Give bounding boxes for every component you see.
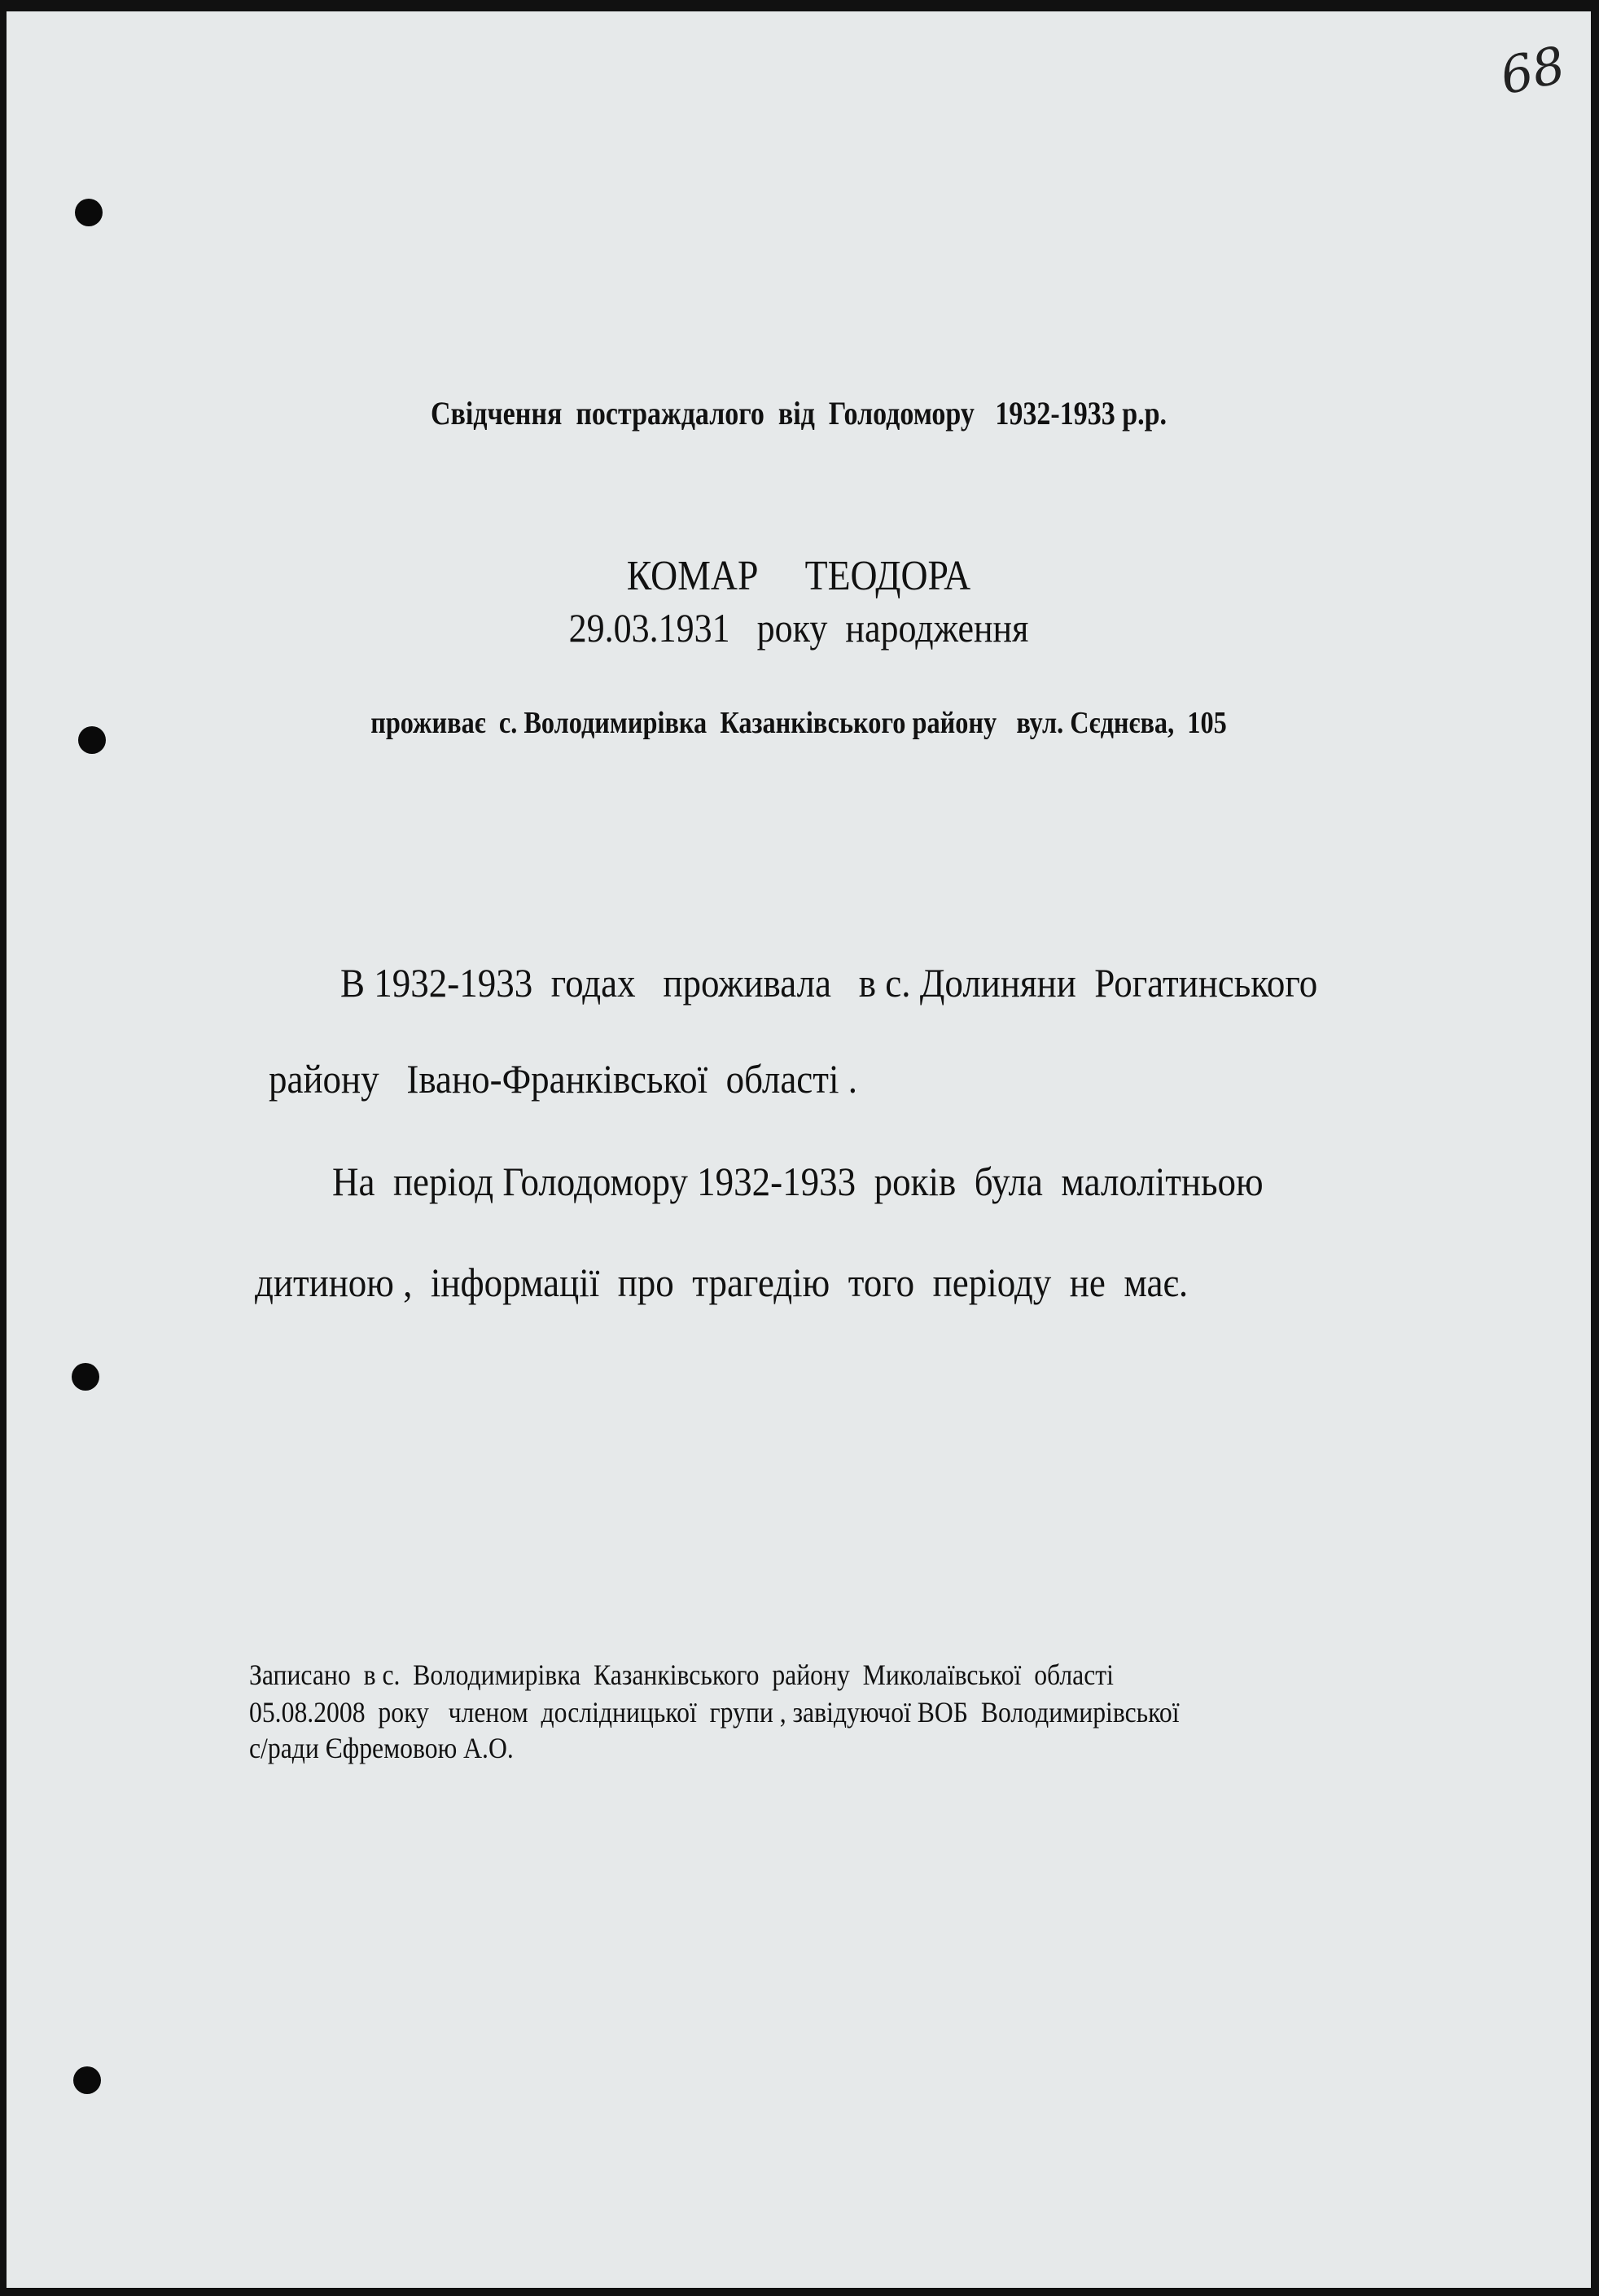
- address: проживає с. Володимирівка Казанківського району вул. Сєднєва, 105: [370, 706, 1227, 740]
- footer-line: с/ради Єфремовою А.О.: [249, 1732, 514, 1764]
- handwritten-page-number: 68: [1495, 34, 1571, 107]
- body-line: В 1932-1933 годах проживала в с. Долиняни Рогатинського: [340, 960, 1318, 1006]
- document-page: [7, 11, 1591, 2288]
- punch-hole: [78, 726, 106, 754]
- document-title: Свідчення постраждалого від Голодомору 1932-1933 р.р.: [430, 395, 1167, 432]
- punch-hole: [75, 199, 103, 226]
- footer-line: Записано в с. Володимирівка Казанківського району Миколаївської області: [249, 1658, 1114, 1691]
- person-name: КОМАР ТЕОДОРА: [626, 553, 971, 599]
- punch-hole: [72, 1363, 99, 1391]
- footer-line: 05.08.2008 року членом дослідницької групи , завідуючої ВОБ Володимирівської: [249, 1696, 1180, 1729]
- birth-date: 29.03.1931 року народження: [568, 605, 1029, 651]
- body-line: району Івано-Франківської області .: [269, 1056, 857, 1102]
- body-line: На період Голодомору 1932-1933 років була малолітньою: [332, 1159, 1264, 1204]
- punch-hole: [73, 2066, 101, 2094]
- body-line: дитиною , інформації про трагедію того періоду не має.: [255, 1260, 1189, 1305]
